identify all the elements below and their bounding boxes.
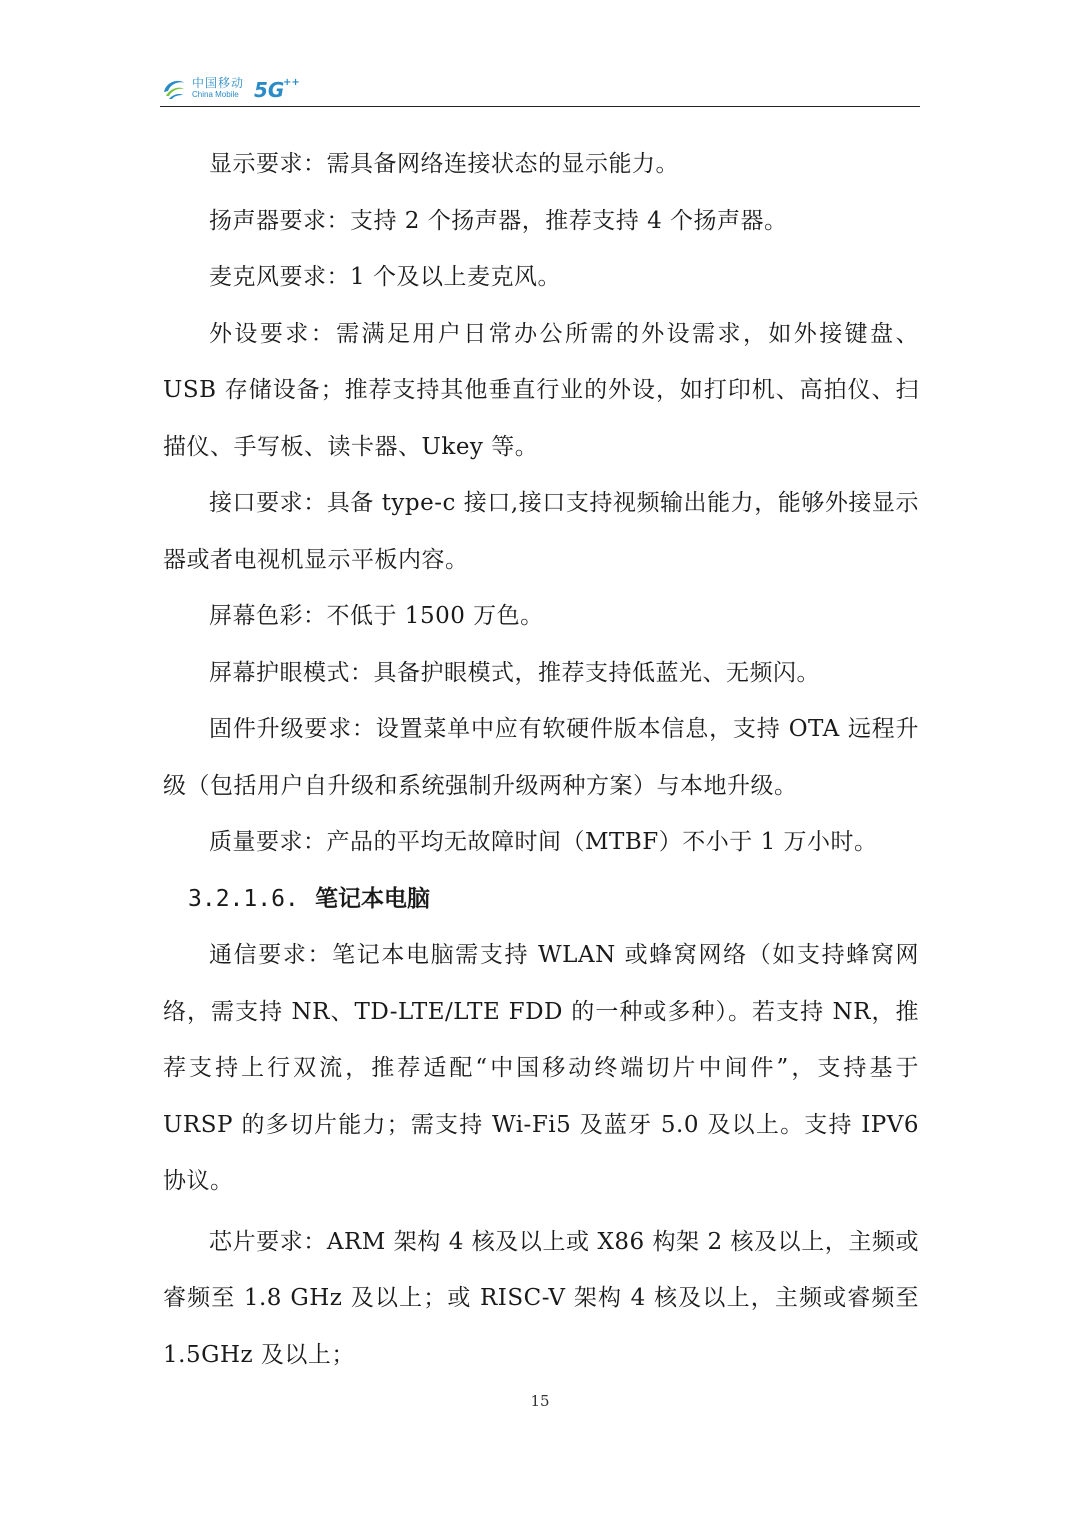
logo-chinese-text: 中国移动 (192, 76, 245, 90)
logo-english-text: China Mobile (192, 90, 239, 99)
paragraph-eye-care-mode: 屏幕护眼模式：具备护眼模式，推荐支持低蓝光、无频闪。 (209, 659, 820, 686)
paragraph-communication-requirement: 通信要求：笔记本电脑需支持 WLAN 或蜂窝网络（如支持蜂窝网络，需支持 NR、TD-LTE/LTE FDD 的一种或多种）。若支持 NR，推荐支持上行双流，推荐适配“中国移动终端切片中间件”，支持基于 URSP 的多切片能力；需支持 Wi-Fi5 及蓝牙 5.0 及以上。支持 IPV6 协议。 (163, 942, 919, 1194)
svg-text:5G: 5G (254, 78, 285, 101)
page-header (160, 68, 920, 108)
china-mobile-logo-icon (160, 74, 188, 102)
paragraph-firmware-upgrade: 固件升级要求：设置菜单中应有软硬件版本信息，支持 OTA 远程升级（包括用户自升级和系统强制升级两种方案）与本地升级。 (163, 716, 919, 799)
page-number: 15 (530, 1392, 550, 1410)
paragraph-microphone-requirement: 麦克风要求：1 个及以上麦克风。 (209, 264, 561, 290)
paragraph-display-requirement: 显示要求：需具备网络连接状态的显示能力。 (209, 151, 679, 177)
header-divider (160, 106, 920, 107)
paragraph-chip-requirement: 芯片要求：ARM 架构 4 核及以上或 X86 构架 2 核及以上，主频或睿频至 1.8 GHz 及以上；或 RISC-V 架构 4 核及以上，主频或睿频至 1.5GHz 及以上； (163, 1228, 919, 1368)
section-number: 3.2.1.6. (188, 885, 299, 912)
section-heading (163, 871, 919, 928)
paragraph-interface-requirement: 接口要求：具备 type-c 接口,接口支持视频输出能力，能够外接显示器或者电视机显示平板内容。 (163, 490, 919, 573)
5g-logo-icon (254, 75, 300, 101)
china-mobile-logo (160, 74, 300, 102)
section-title: 笔记本电脑 (315, 885, 430, 912)
svg-text:++: ++ (283, 77, 300, 88)
paragraph-screen-color: 屏幕色彩：不低于 1500 万色。 (209, 603, 544, 629)
paragraph-peripheral-requirement: 外设要求：需满足用户日常办公所需的外设需求，如外接键盘、USB 存储设备；推荐支持其他垂直行业的外设，如打印机、高拍仪、扫描仪、手写板、读卡器、Ukey 等。 (163, 320, 919, 460)
paragraph-speaker-requirement: 扬声器要求：支持 2 个扬声器，推荐支持 4 个扬声器。 (209, 207, 788, 234)
paragraph-quality-requirement: 质量要求：产品的平均无故障时间（MTBF）不小于 1 万小时。 (209, 829, 878, 855)
document-body (163, 136, 919, 1383)
